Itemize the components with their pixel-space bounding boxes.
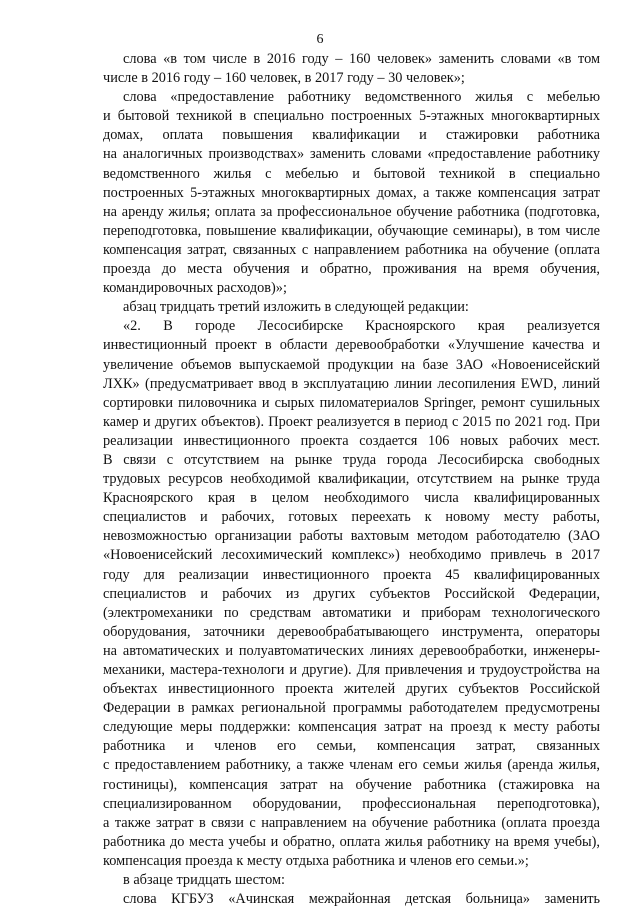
text-line: сортировки пиловочника и сырых пиломатериалов Springer, ремонт сушильных	[103, 394, 600, 411]
text-line: ведомственного жилья с мебелью и бытовой техникой в специально	[103, 165, 600, 182]
text-line: «Новоенисейский лесохимический комплекс») необходимо привлечь в 2017	[103, 547, 600, 564]
text-line: на автоматических и полуавтоматических линиях деревообработки, инженеры-	[103, 642, 600, 659]
text-line: увеличение объемов выпускаемой продукции на базе ЗАО «Новоенисейский	[103, 356, 600, 373]
text-line: на аренду жилья; оплата за профессиональное обучение работника (подготовка,	[103, 203, 600, 220]
text-line: на аналогичных производствах» заменить словами «предоставление работнику	[103, 146, 600, 163]
text-line: числе в 2016 году – 160 человек, в 2017 году – 30 человек»;	[103, 70, 465, 87]
text-line: Федерации в рамках региональной программы работодателем предусмотрены	[103, 700, 600, 717]
page-number: 6	[316, 32, 324, 47]
text-line: с предоставлением работнику, а также членам его семьи жилья (аренда жилья,	[103, 757, 600, 774]
text-line: командировочных расходов)»;	[103, 280, 287, 297]
text-line: гостиницы), компенсация затрат на обучение работника (стажировка на	[103, 776, 600, 793]
text-line: в абзаце тридцать шестом:	[123, 872, 285, 889]
text-line: В связи с отсутствием на рынке труда города Лесосибирска свободных	[103, 451, 600, 468]
text-line: а также затрат в связи с направлением на обучение работника (оплата проезда	[103, 814, 600, 831]
text-line: работника до места учебы и обратно, оплата жилья работнику на время учебы),	[103, 833, 600, 850]
text-line: (электромеханики по средствам автоматики и приборам технологического	[103, 604, 600, 621]
text-line: проезда до места обучения и обратно, проживания на время обучения,	[103, 261, 600, 278]
text-line: ЛХК» (предусматривает ввод в эксплуатацию линии лесопиления EWD, линий	[103, 375, 600, 392]
text-line: оборудования, заточники деревообрабатывающего инструмента, операторы	[103, 623, 600, 640]
text-line: объектах инвестиционного проекта жителей других субъектов Российской	[103, 681, 600, 698]
text-line: домах, оплата повышения квалификации и стажировки работника	[103, 127, 600, 144]
text-line: специалистов и рабочих, готовых переехать к новому месту работы,	[103, 509, 600, 526]
document-body	[103, 50, 600, 909]
text-line: инвестиционный проект в области деревообработки «Улучшение качества и	[103, 337, 600, 354]
text-line: специализированном оборудовании, профессиональная переподготовка),	[103, 795, 600, 812]
text-line: невозможностью организации работы вахтовым методом работодателю (ЗАО	[103, 528, 600, 545]
text-line: камер и других объектов). Проект реализуется в период с 2015 по 2021 год. При	[103, 413, 600, 430]
text-line: слова КГБУЗ «Ачинская межрайонная детская больница» заменить	[123, 891, 600, 908]
text-line: абзац тридцать третий изложить в следующей редакции:	[123, 299, 469, 316]
text-line: слова «предоставление работнику ведомственного жилья с мебелью	[123, 89, 600, 106]
text-line: слова «в том числе в 2016 году – 160 человек» заменить словами «в том	[123, 51, 600, 67]
text-line: «2. В городе Лесосибирске Красноярского края реализуется	[123, 318, 600, 335]
text-line: трудовых ресурсов необходимой квалификации, отсутствием на рынке труда	[103, 471, 600, 488]
text-line: компенсация проезда к месту отдыха работника и членов его семьи.»;	[103, 852, 529, 869]
text-line: специалистов и рабочих из других субъектов Российской Федерации,	[103, 585, 600, 602]
text-line: году для реализации инвестиционного проекта 45 квалифицированных	[103, 566, 600, 583]
text-line: следующие меры поддержки: компенсация затрат на проезд к месту работы	[103, 719, 600, 736]
text-line: работника и членов его семьи, компенсация затрат, связанных	[103, 738, 600, 755]
text-line: и бытовой техникой в специально построенных 5-этажных многоквартирных	[103, 108, 600, 125]
text-line: переподготовка, повышение квалификации, обучающие семинары), в том числе	[103, 222, 600, 239]
text-line: построенных 5-этажных многоквартирных домах, а также компенсация затрат	[103, 184, 600, 201]
text-line: реализации инвестиционного проекта создается 106 новых рабочих мест.	[103, 432, 600, 449]
text-line: Красноярского края в целом необходимого числа квалифицированных	[103, 490, 600, 507]
text-line: компенсация затрат, связанных с направлением работника на обучение (оплата	[103, 241, 600, 258]
text-line: механики, мастера-технологи и другие). Для привлечения и трудоустройства на	[103, 662, 600, 678]
